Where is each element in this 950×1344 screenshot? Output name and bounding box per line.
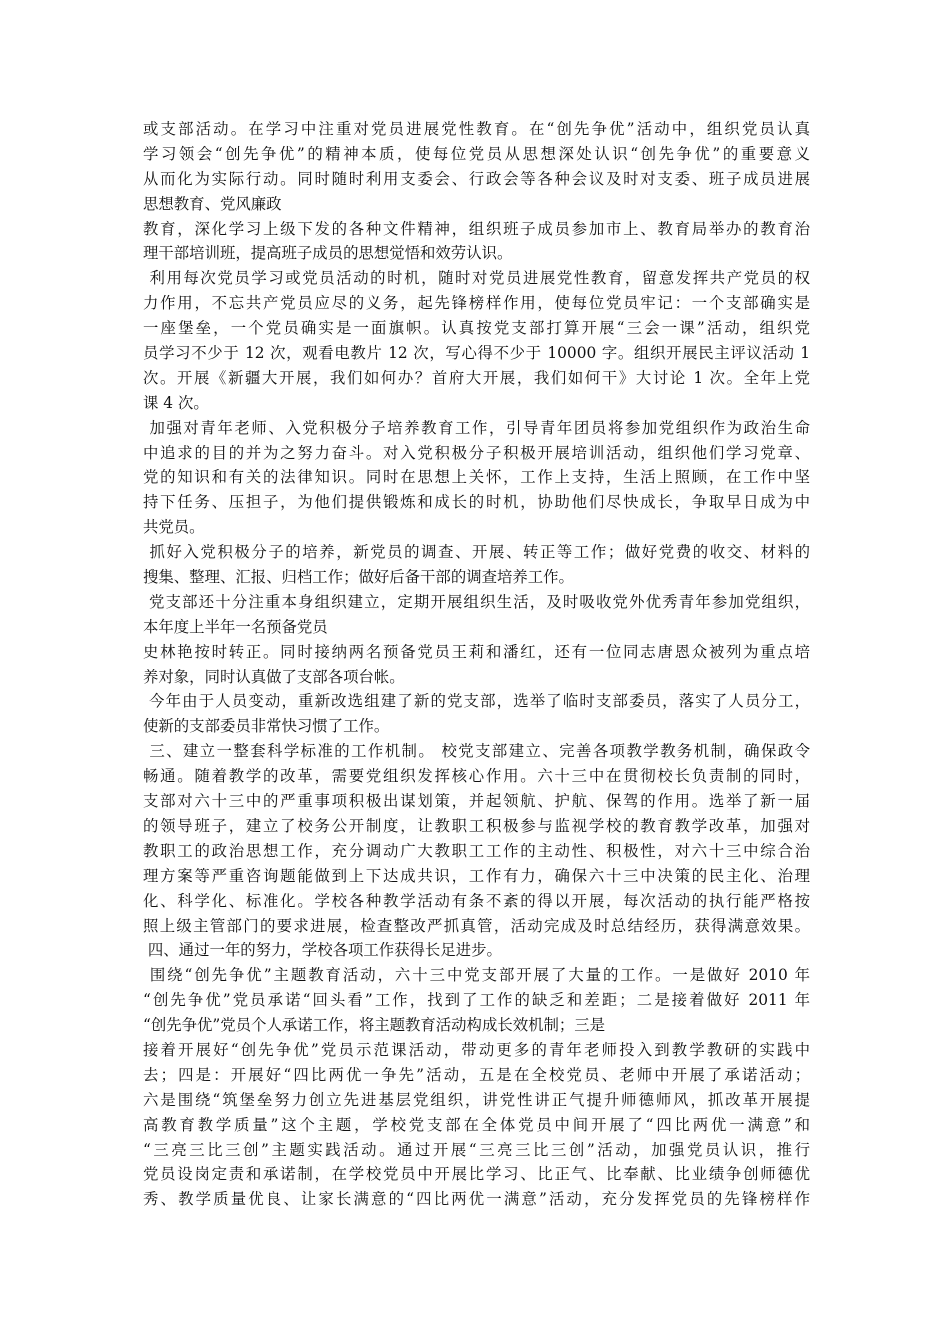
text-line: 理干部培训班，提高班子成员的思想觉悟和效劳认识。 [143, 244, 513, 263]
text-line: 的领导班子，建立了校务公开制度，让教职工积极参与监视学校的教育教学改革，加强对 [143, 816, 810, 835]
text-line: 围绕“创先争优”主题教育活动，六十三中党支部开展了大量的工作。一是做好 2010 年 [143, 966, 810, 985]
text-line: 养对象，同时认真做了支部各项台帐。 [143, 667, 405, 686]
text-line: 力作用，不忘共产党员应尽的义务，起先锋榜样作用，使每位党员牢记：一个支部确实是 [143, 294, 810, 313]
text-line: 党支部还十分注重本身组织建立，定期开展组织生活，及时吸收党外优秀青年参加党组织， [143, 592, 810, 611]
text-line: 党的知识和有关的法律知识。同时在思想上关怀，工作上支持，生活上照顾，在工作中坚 [143, 468, 810, 487]
text-line: 持下任务、压担子，为他们提供锻炼和成长的时机，协助他们尽快成长，争取早日成为中 [143, 493, 810, 512]
text-line: 学习领会“创先争优”的精神本质，使每位党员从思想深处认识“创先争优”的重要意义 [143, 144, 810, 163]
text-line: 去；四是：开展好“四比两优一争先”活动，五是在全校党员、老师中开展了承诺活动； [143, 1065, 810, 1084]
text-line: 次。开展《新疆大开展，我们如何办？首府大开展，我们如何干》大讨论 1 次。全年上党 [143, 368, 810, 387]
text-line: 中追求的目的并为之努力奋斗。对入党积极分子积极开展培训活动，组织他们学习党章、 [143, 443, 810, 462]
text-line: 六是围绕“筑堡垒努力创立先进基层党组织，讲党性讲正气提升师德师风，抓改革开展提 [143, 1090, 810, 1109]
text-line: 从而化为实际行动。同时随时利用支委会、行政会等各种会议及时对支委、班子成员进展 [143, 169, 810, 188]
text-line: 教职工的政治思想工作，充分调动广大教职工工作的主动性、积极性，对六十三中综合治 [143, 841, 810, 860]
text-line: 搜集、整理、汇报、归档工作；做好后备干部的调查培养工作。 [143, 568, 574, 587]
text-line: 使新的支部委员非常快习惯了工作。 [143, 717, 390, 736]
text-line: 本年度上半年一名预备党员 [143, 617, 328, 636]
text-line: 化、科学化、标准化。学校各种教学活动有条不紊的得以开展，每次活动的执行能严格按 [143, 891, 810, 910]
text-line: 高教育教学质量”这个主题，学校党支部在全体党员中间开展了“四比两优一满意”和 [143, 1115, 810, 1134]
text-line: 接着开展好“创先争优”党员示范课活动，带动更多的青年老师投入到教学教研的实践中 [143, 1040, 810, 1059]
text-line: 加强对青年老师、入党积极分子培养教育工作，引导青年团员将参加党组织作为政治生命 [143, 418, 810, 437]
text-line: 思想教育、党风廉政 [143, 194, 282, 213]
text-line: 畅通。随着教学的改革，需要党组织发挥核心作用。六十三中在贯彻校长负责制的同时， [143, 767, 810, 786]
text-line: 照上级主管部门的要求进展，检查整改严抓真管，活动完成及时总结经历，获得满意效果。 [143, 916, 810, 935]
text-line: 四、通过一年的努力，学校各项工作获得长足进步。 [143, 941, 502, 960]
text-line: 教育，深化学习上级下发的各种文件精神，组织班子成员参加市上、教育局举办的教育治 [143, 219, 810, 238]
text-line: 或支部活动。在学习中注重对党员进展党性教育。在“创先争优”活动中，组织党员认真 [143, 120, 810, 138]
text-line: 秀、教学质量优良、让家长满意的“四比两优一满意”活动，充分发挥党员的先锋榜样作 [143, 1190, 810, 1209]
text-line: 共党员。 [143, 518, 205, 537]
text-line: “创先争优”党员承诺“回头看”工作，找到了工作的缺乏和差距；二是接着做好 2011 年 [143, 991, 810, 1010]
text-line: 理方案等严重咨询题能做到上下达成共识，工作有力，确保六十三中决策的民主化、治理 [143, 866, 810, 885]
text-line: 一座堡垒，一个党员确实是一面旗帜。认真按党支部打算开展“三会一课”活动，组织党 [143, 319, 810, 338]
text-line: “三亮三比三创”主题实践活动。通过开展“三亮三比三创”活动，加强党员认识，推行 [143, 1140, 810, 1159]
text-line: 课 4 次。 [143, 393, 209, 412]
text-line: 三、建立一整套科学标准的工作机制。 校党支部建立、完善各项教学教务机制，确保政令 [143, 742, 810, 761]
text-line: 支部对六十三中的严重事项积极出谋划策，并起领航、护航、保驾的作用。选举了新一届 [143, 792, 810, 811]
text-line: 史林艳按时转正。同时接纳两名预备党员王莉和潘红，还有一位同志唐恩众被列为重点培 [143, 642, 810, 661]
text-line: 党员设岗定责和承诺制，在学校党员中开展比学习、比正气、比奉献、比业绩争创师德优 [143, 1165, 810, 1184]
text-line: “创先争优”党员个人承诺工作，将主题教育活动构成长效机制；三是 [143, 1016, 606, 1035]
document-body [143, 117, 810, 1212]
text-line: 抓好入党积极分子的培养，新党员的调查、开展、转正等工作；做好党费的收交、材料的 [143, 543, 810, 562]
text-line: 员学习不少于 12 次，观看电教片 12 次，写心得不少于 10000 字。组织开展民主评议活动 1 [143, 344, 810, 363]
text-line: 利用每次党员学习或党员活动的时机，随时对党员进展党性教育，留意发挥共产党员的权 [143, 269, 810, 288]
text-line: 今年由于人员变动，重新改选组建了新的党支部，选举了临时支部委员，落实了人员分工， [143, 692, 810, 711]
